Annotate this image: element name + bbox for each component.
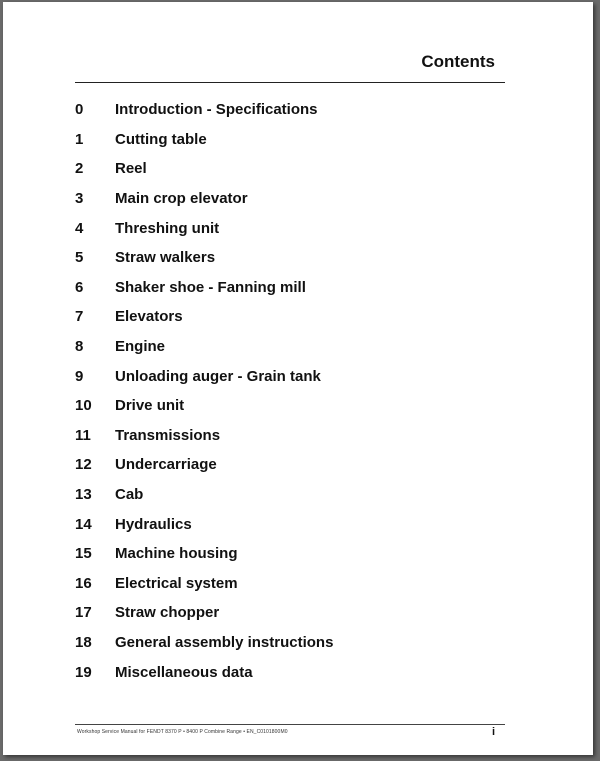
footer-text: Workshop Service Manual for FENDT 8370 P • 8400 P Combine Range • EN_C0101800M0 <box>77 729 288 735</box>
toc-entry[interactable] <box>75 154 333 184</box>
toc-entry[interactable] <box>75 569 333 599</box>
toc-number: 5 <box>75 249 84 267</box>
toc-number: 4 <box>75 219 84 237</box>
toc-label: Engine <box>115 338 166 356</box>
toc-label: Main crop elevator <box>115 190 248 208</box>
toc-entry[interactable] <box>75 95 333 125</box>
toc-number: 6 <box>75 278 84 296</box>
toc-entry[interactable] <box>75 391 333 421</box>
toc-entry[interactable] <box>75 539 333 569</box>
toc-entry[interactable] <box>75 628 333 658</box>
toc-label: Undercarriage <box>115 456 217 474</box>
toc-label: Introduction - Specifications <box>115 101 318 119</box>
toc-label: Drive unit <box>115 397 185 415</box>
toc-label: Reel <box>115 160 147 178</box>
toc-entry[interactable] <box>75 361 333 391</box>
toc-number: 18 <box>75 633 92 651</box>
footer-divider <box>75 724 505 725</box>
toc-entry[interactable] <box>75 421 333 451</box>
toc-label: Transmissions <box>115 426 221 444</box>
toc-label: Cutting table <box>115 130 207 148</box>
toc-number: 2 <box>75 160 84 178</box>
toc-entry[interactable] <box>75 598 333 628</box>
page-title: Contents <box>421 52 495 71</box>
toc-number: 19 <box>75 663 92 681</box>
toc-entry[interactable] <box>75 125 333 155</box>
document-page <box>3 2 593 755</box>
toc-entry[interactable] <box>75 332 333 362</box>
toc-label: Threshing unit <box>115 219 220 237</box>
toc-label: Miscellaneous data <box>115 663 253 681</box>
toc-entry[interactable] <box>75 509 333 539</box>
toc-label: Shaker shoe - Fanning mill <box>115 278 306 296</box>
header-divider <box>75 82 505 83</box>
toc-label: Electrical system <box>115 574 238 592</box>
toc-label: Cab <box>115 486 144 504</box>
toc-label: Machine housing <box>115 545 238 563</box>
toc-entry[interactable] <box>75 213 333 243</box>
toc-entry[interactable] <box>75 184 333 214</box>
toc-number: 11 <box>75 426 91 444</box>
toc-number: 17 <box>75 604 92 622</box>
toc-number: 1 <box>75 130 84 148</box>
table-of-contents <box>75 95 333 687</box>
toc-entry[interactable] <box>75 657 333 687</box>
toc-entry[interactable] <box>75 243 333 273</box>
toc-entry[interactable] <box>75 480 333 510</box>
toc-label: Straw chopper <box>115 604 220 622</box>
toc-label: General assembly instructions <box>115 633 334 651</box>
toc-number: 14 <box>75 515 92 533</box>
toc-number: 7 <box>75 308 84 326</box>
toc-entry[interactable] <box>75 273 333 303</box>
toc-entry[interactable] <box>75 450 333 480</box>
toc-entry[interactable] <box>75 302 333 332</box>
toc-number: 13 <box>75 486 92 504</box>
page-number: i <box>491 726 495 738</box>
toc-label: Straw walkers <box>115 249 216 267</box>
toc-label: Unloading auger - Grain tank <box>115 367 321 385</box>
toc-number: 9 <box>75 367 84 385</box>
toc-number: 15 <box>75 545 92 563</box>
toc-label: Hydraulics <box>115 515 192 533</box>
toc-number: 10 <box>75 397 92 415</box>
toc-number: 8 <box>75 338 84 356</box>
toc-number: 16 <box>75 574 92 592</box>
toc-label: Elevators <box>115 308 183 326</box>
toc-number: 3 <box>75 190 84 208</box>
toc-number: 12 <box>75 456 92 474</box>
toc-number: 0 <box>75 101 84 119</box>
